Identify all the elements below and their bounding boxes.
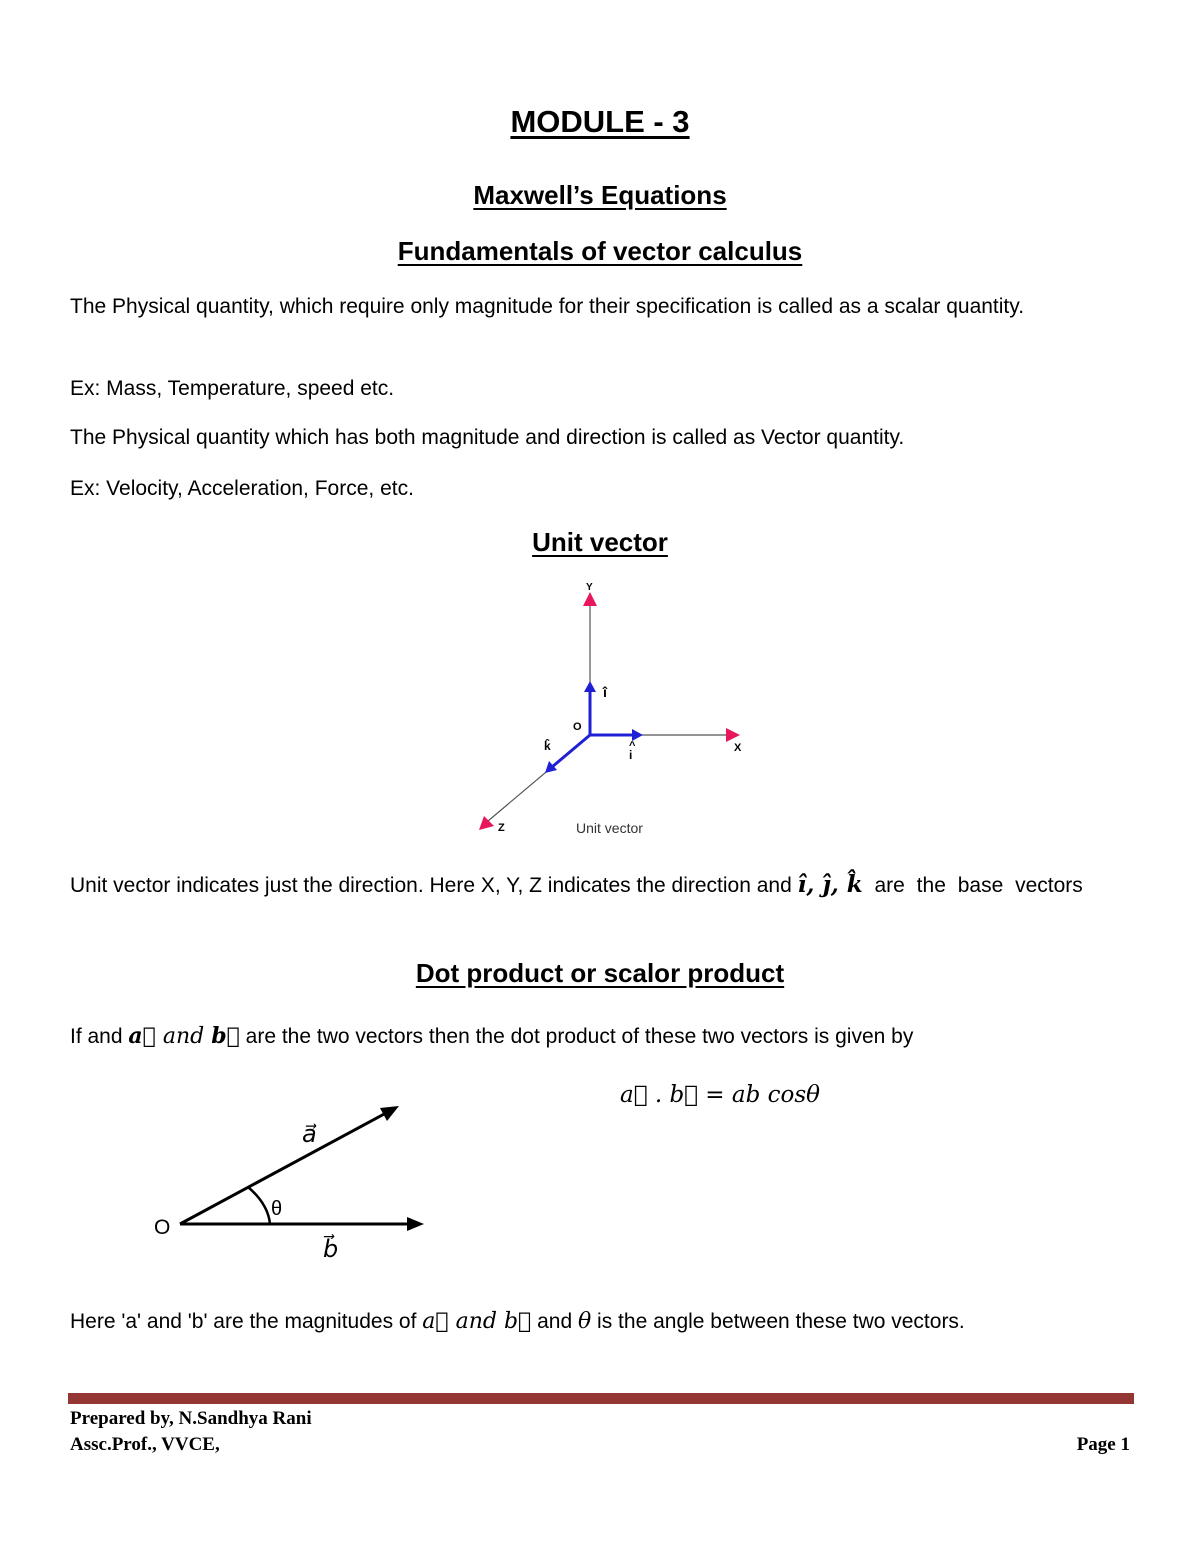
- vector-a-line: [180, 1113, 386, 1224]
- base-vectors-jk: ĵ, k̂: [822, 871, 863, 898]
- unit-i-hat: ^: [629, 740, 636, 752]
- unit-vector-text-2: are the base vectors: [862, 874, 1083, 897]
- vector-a-symbol: a⃗: [128, 1023, 156, 1049]
- unit-k-label: k̂: [544, 739, 551, 753]
- section-heading-unit-vector: Unit vector: [532, 527, 668, 557]
- dot-product-formula: a⃗ . b⃗ = ab cosθ: [620, 1082, 820, 1108]
- page-number: Page 1: [1076, 1434, 1130, 1455]
- scalar-examples: Ex: Mass, Temperature, speed etc.: [70, 377, 395, 400]
- origin-label-o: O: [154, 1216, 171, 1239]
- angle-theta-label: θ: [271, 1198, 283, 1220]
- footer-affiliation: Assc.Prof., VVCE,: [70, 1434, 220, 1455]
- unit-vector-explanation: [70, 868, 1130, 903]
- vector-b-symbol: b⃗: [211, 1023, 240, 1049]
- y-axis-arrowhead: [583, 592, 597, 606]
- x-axis-label: X: [734, 742, 742, 754]
- and-word: and: [155, 1024, 212, 1049]
- footer-author: Prepared by, N.Sandhya Rani: [70, 1408, 312, 1429]
- base-vector-i: î: [797, 871, 807, 898]
- unit-vector-k-line: [552, 735, 590, 767]
- y-axis-label: Y: [586, 582, 593, 593]
- chapter-title: Maxwell’s Equations: [473, 180, 727, 210]
- unit-j-label: î: [603, 684, 607, 700]
- dot-intro-text-2: are the two vectors then the dot product of these two vectors is given by: [239, 1025, 914, 1048]
- unit-i-label: i: [629, 748, 633, 762]
- dot-product-figure: [150, 1100, 440, 1270]
- unit-vector-text-1: Unit vector indicates just the direction. Here X, Y, Z indicates the direction and: [70, 874, 798, 897]
- expl-vector-a: a⃗: [422, 1309, 449, 1334]
- footer-divider: [68, 1393, 1134, 1404]
- expl-text-3: is the angle between these two vectors.: [591, 1310, 965, 1333]
- vector-b-label: b⃗: [323, 1236, 339, 1263]
- expl-and-word: and: [448, 1309, 504, 1334]
- unit-vector-j-arrowhead: [584, 681, 596, 692]
- dot-product-intro: [70, 1020, 1130, 1053]
- expl-vector-b: b⃗: [503, 1309, 532, 1334]
- expl-text-1: Here 'a' and 'b' are the magnitudes of: [70, 1310, 423, 1333]
- figure-caption-unit-vector: Unit vector: [576, 820, 643, 836]
- module-title: MODULE - 3: [510, 104, 690, 139]
- vector-a-label: a⃗: [302, 1121, 317, 1148]
- origin-label: O: [573, 721, 582, 733]
- vector-b-arrowhead: [407, 1217, 424, 1231]
- z-axis-label: Z: [498, 822, 505, 834]
- base-vector-separator: ,: [806, 871, 823, 898]
- dot-intro-text-1: If and: [70, 1025, 129, 1048]
- section-heading-dot-product: Dot product or scalor product: [415, 958, 785, 988]
- section-heading-vector-calculus: Fundamentals of vector calculus: [397, 236, 803, 266]
- vector-definition: The Physical quantity which has both magnitude and direction is called as Vector quantity.: [70, 426, 905, 449]
- expl-theta: θ: [577, 1309, 592, 1334]
- scalar-definition: The Physical quantity, which require only magnitude for their specification is called as a scalar quantity.: [70, 295, 1025, 318]
- angle-arc: [248, 1187, 270, 1224]
- x-axis-arrowhead: [726, 728, 740, 742]
- unit-vector-figure: [470, 578, 760, 840]
- magnitude-explanation: [70, 1306, 1130, 1338]
- expl-text-2: and: [531, 1310, 578, 1333]
- vector-examples: Ex: Velocity, Acceleration, Force, etc.: [70, 477, 414, 500]
